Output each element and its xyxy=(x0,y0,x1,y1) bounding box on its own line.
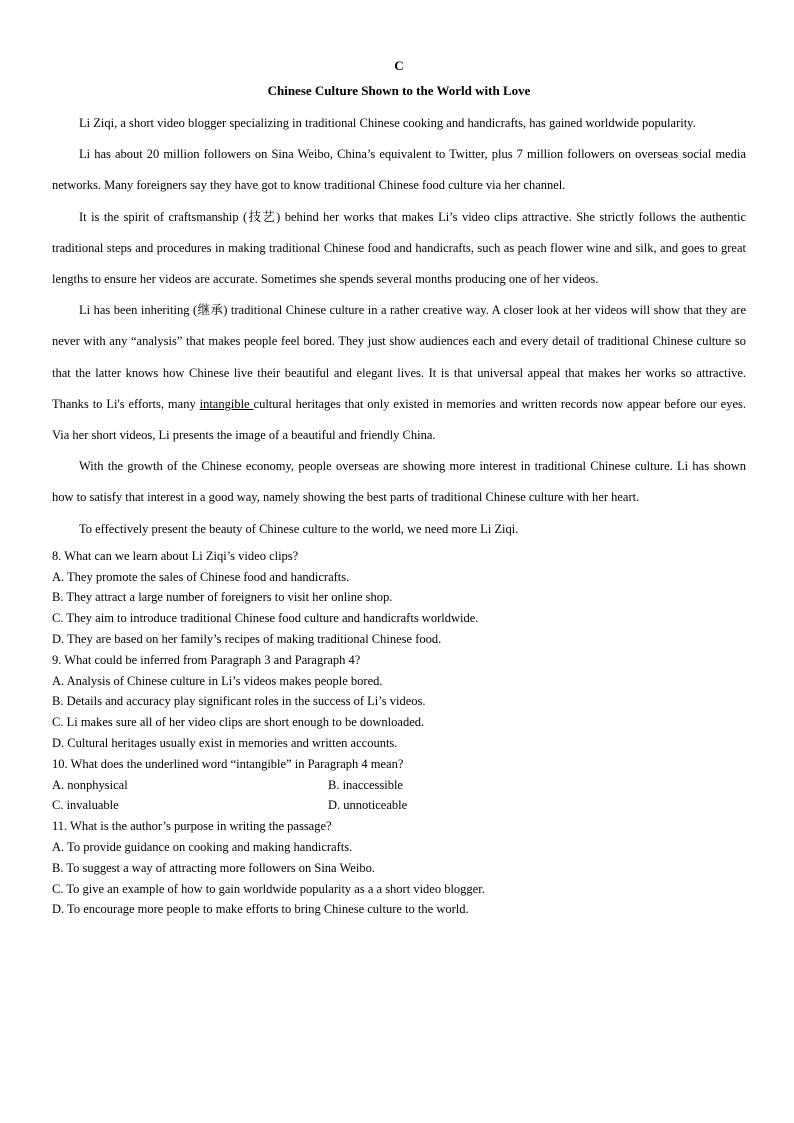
paragraph-1: Li Ziqi, a short video blogger specializing in traditional Chinese cooking and handicrafts, has gained worldwide popularity. xyxy=(79,116,696,130)
option-d: D. Cultural heritages usually exist in memories and written accounts. xyxy=(52,736,398,751)
paragraph-4-part-1: Li has been inheriting (继承) traditional Chinese culture in a rather creative way. A closer look at her videos will show that they are never with any “analysis” that makes people feel bored. They just show audiences each and every detail of traditional Chinese culture so that the latter knows how Chinese live their beautiful and elegant lives. It is that universal appeal that makes her works so attractive. Thanks to Li's efforts, many xyxy=(52,303,746,411)
underlined-word: intangible xyxy=(199,396,254,411)
question-stem: 10. What does the underlined word “intangible” in Paragraph 4 mean? xyxy=(52,756,404,771)
option-d: D. unnoticeable xyxy=(328,798,408,813)
question-11 xyxy=(52,816,746,920)
option-d: D. To encourage more people to make efforts to bring Chinese culture to the world. xyxy=(52,902,469,917)
question-stem: 11. What is the author’s purpose in writing the passage? xyxy=(52,819,332,834)
question-9 xyxy=(52,650,746,754)
question-list xyxy=(52,546,746,920)
section-label: C xyxy=(394,58,404,73)
option-row-2 xyxy=(52,795,746,816)
option-b: B. Details and accuracy play significant roles in the success of Li’s videos. xyxy=(52,694,426,709)
option-c: C. invaluable xyxy=(52,798,119,813)
option-b: B. To suggest a way of attracting more followers on Sina Weibo. xyxy=(52,860,375,875)
question-stem: 9. What could be inferred from Paragraph 3 and Paragraph 4? xyxy=(52,652,361,667)
question-8 xyxy=(52,546,746,650)
question-10 xyxy=(52,754,746,816)
option-a: A. To provide guidance on cooking and making handicrafts. xyxy=(52,840,353,854)
paragraph-4-part-2: cultural heritages that only existed in memories and written records now appear before our eyes. Via her short videos, Li presents the image of a beautiful and friendly China. xyxy=(52,396,746,443)
option-c: C. Li makes sure all of her video clips are short enough to be downloaded. xyxy=(52,715,425,730)
option-row-1 xyxy=(52,775,746,796)
option-a: A. Analysis of Chinese culture in Li’s videos makes people bored. xyxy=(52,673,383,688)
passage-title: Chinese Culture Shown to the World with Love xyxy=(267,83,531,98)
option-c: C. To give an example of how to gain worldwide popularity as a a short video blogger. xyxy=(52,881,485,896)
paragraph-6: To effectively present the beauty of Chinese culture to the world, we need more Li Ziqi. xyxy=(79,521,519,536)
option-b: B. inaccessible xyxy=(328,777,403,792)
option-b: B. They attract a large number of foreigners to visit her online shop. xyxy=(52,590,393,605)
option-d: D. They are based on her family’s recipes of making traditional Chinese food. xyxy=(52,632,442,647)
paragraph-5: With the growth of the Chinese economy, people overseas are showing more interest in traditional Chinese culture. Li has shown how to satisfy that interest in a good way, namely showing the best parts of traditional Chinese culture with her heart. xyxy=(52,459,746,505)
option-a: A. nonphysical xyxy=(52,777,128,792)
paragraph-3: It is the spirit of craftsmanship (技艺) behind her works that makes Li’s video clips attractive. She strictly follows the authentic traditional steps and procedures in making traditional Chinese food and handicrafts, such as peach flower wine and silk, and goes to great lengths to ensure her videos are accurate. Sometimes she spends several months producing one of her videos. xyxy=(52,209,746,287)
option-a: A. They promote the sales of Chinese food and handicrafts. xyxy=(52,569,350,584)
passage-body xyxy=(52,108,746,545)
document-page xyxy=(52,56,746,920)
option-c: C. They aim to introduce traditional Chinese food culture and handicrafts worldwide. xyxy=(52,611,479,626)
paragraph-2: Li has about 20 million followers on Sina Weibo, China’s equivalent to Twitter, plus 7 million followers on overseas social media networks. Many foreigners say they have got to know traditional Chinese food culture via her channel. xyxy=(52,147,746,193)
question-stem: 8. What can we learn about Li Ziqi’s video clips? xyxy=(52,548,299,563)
paragraph-4 xyxy=(52,295,746,451)
